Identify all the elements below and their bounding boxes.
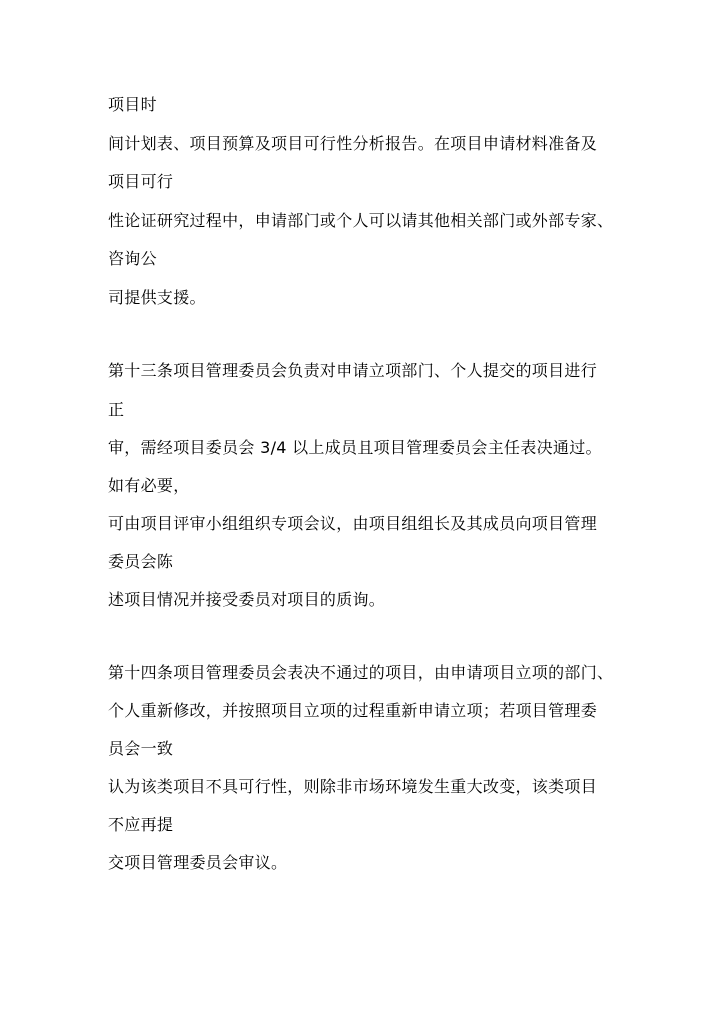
paragraph-3-line-1: 第十四条项目管理委员会表决不通过的项目，由申请项目立项的部门、 — [108, 663, 614, 682]
paragraph-1-line-3: 项目可行 — [108, 172, 174, 191]
paragraph-1-line-5: 咨询公 — [108, 249, 157, 268]
paragraph-3-line-6: 交项目管理委员会审议。 — [108, 853, 288, 872]
paragraph-2-line-2: 正 — [108, 400, 125, 419]
paragraph-2-line-7: 述项目情况并接受委员对项目的质询。 — [108, 590, 386, 609]
paragraph-2-line-4: 如有必要， — [108, 476, 190, 495]
paragraph-3-line-5: 不应再提 — [108, 815, 174, 834]
paragraph-1-line-6: 司提供支援。 — [108, 288, 206, 307]
paragraph-3-line-4: 认为该类项目不具可行性，则除非市场环境发生重大改变，该类项目 — [108, 777, 598, 796]
paragraph-3-line-3: 员会一致 — [108, 739, 174, 758]
paragraph-2-line-5: 可由项目评审小组组织专项会议，由项目组组长及其成员向项目管理 — [108, 514, 598, 533]
paragraph-3-line-2: 个人重新修改，并按照项目立项的过程重新申请立项；若项目管理委 — [108, 701, 598, 720]
paragraph-2-line-6: 委员会陈 — [108, 552, 174, 571]
paragraph-2-line-3: 审，需经项目委员会 3/4 以上成员且项目管理委员会主任表决通过。 — [108, 438, 602, 457]
paragraph-1-line-2: 间计划表、项目预算及项目可行性分析报告。在项目申请材料准备及 — [108, 134, 598, 153]
paragraph-1-line-4: 性论证研究过程中，申请部门或个人可以请其他相关部门或外部专家、 — [108, 211, 614, 230]
paragraph-2-line-1: 第十三条项目管理委员会负责对申请立项部门、个人提交的项目进行 — [108, 361, 598, 380]
paragraph-1-line-1: 项目时 — [108, 95, 157, 114]
